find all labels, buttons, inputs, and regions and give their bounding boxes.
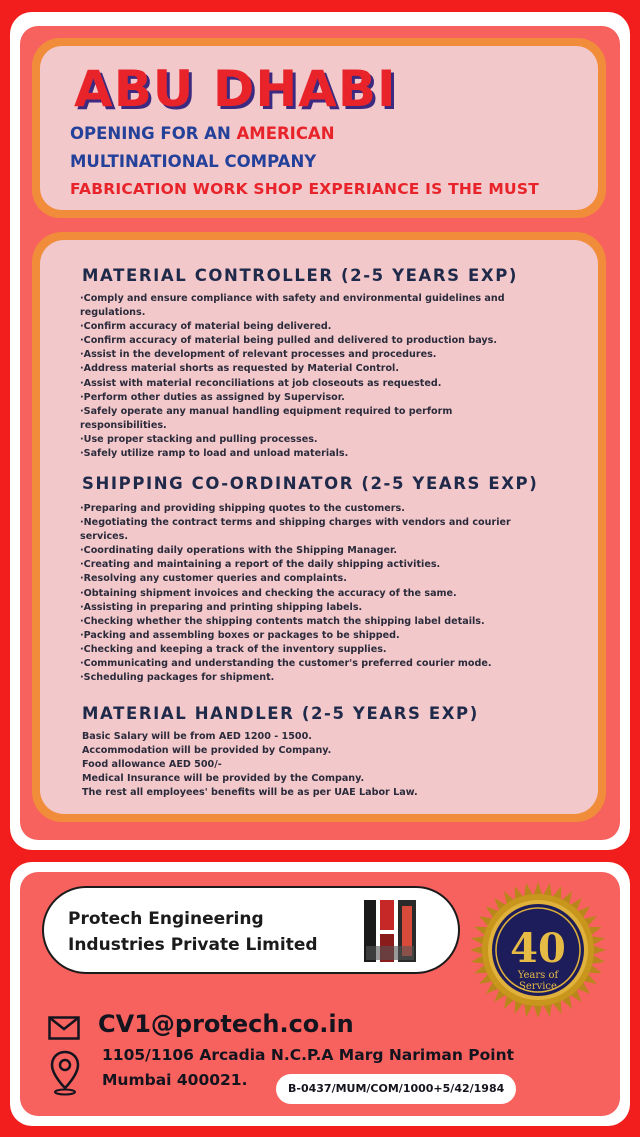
- list-item: · Address material shorts as requested by Material Control.: [80, 362, 520, 376]
- list-item: · Preparing and providing shipping quotes to the customers.: [80, 502, 520, 516]
- company-logo: [362, 896, 418, 966]
- email-address[interactable]: CV1@protech.co.in: [98, 1010, 354, 1038]
- requirement-text: FABRICATION WORK SHOP EXPERIANCE IS THE MUST: [70, 180, 539, 198]
- list-item: Basic Salary will be from AED 1200 - 1500.: [82, 731, 312, 742]
- seal-line1: Years of: [517, 970, 559, 981]
- opening-line2: MULTINATIONAL COMPANY: [70, 152, 317, 171]
- envelope-icon: [48, 1016, 80, 1040]
- list-item: · Confirm accuracy of material being delivered.: [80, 320, 520, 334]
- list-item: · Checking whether the shipping contents match the shipping label details.: [80, 615, 520, 629]
- list-item: · Assisting in preparing and printing shipping labels.: [80, 601, 520, 615]
- registration-number: B-0437/MUM/COM/1000+5/42/1984: [276, 1074, 516, 1104]
- anniversary-seal: [468, 880, 608, 1020]
- list-item: · Obtaining shipment invoices and checking the accuracy of the same.: [80, 587, 520, 601]
- job-details-inner: [40, 240, 598, 814]
- list-item: · Communicating and understanding the customer's preferred courier mode.: [80, 657, 520, 671]
- seal-number: 40: [510, 925, 566, 972]
- list-item: · Negotiating the contract terms and shipping charges with vendors and courier services.: [80, 516, 520, 544]
- list-item: · Assist in the development of relevant processes and procedures.: [80, 348, 520, 362]
- opening-highlight: AMERICAN: [236, 124, 335, 143]
- company-name-line2: Industries Private Limited: [68, 935, 318, 955]
- list-item: · Creating and maintaining a report of the daily shipping activities.: [80, 558, 520, 572]
- list-item: · Comply and ensure compliance with safety and environmental guidelines and regulations.: [80, 292, 520, 320]
- section-title-material-controller: MATERIAL CONTROLLER (2-5 YEARS EXP): [82, 266, 519, 285]
- shipping-coordinator-list: [80, 502, 520, 685]
- list-item: · Safely utilize ramp to load and unload materials.: [80, 447, 520, 461]
- section-title-material-handler: MATERIAL HANDLER (2-5 YEARS EXP): [82, 704, 479, 723]
- list-item: · Resolving any customer queries and complaints.: [80, 572, 520, 586]
- material-handler-list: [82, 730, 522, 800]
- list-item: Medical Insurance will be provided by the Company.: [82, 773, 365, 785]
- list-item: · Assist with material reconciliations at job closeouts as requested.: [80, 377, 520, 391]
- list-item: · Packing and assembling boxes or packages to be shipped.: [80, 629, 520, 643]
- location-pin-icon: [50, 1050, 80, 1096]
- company-name-line1: Protech Engineering: [68, 909, 264, 929]
- list-item: Accommodation will be provided by Company.: [82, 745, 332, 757]
- company-badge: [42, 886, 460, 974]
- list-item: · Coordinating daily operations with the Shipping Manager.: [80, 544, 520, 558]
- list-item: · Scheduling packages for shipment.: [80, 671, 520, 685]
- address-line2: Mumbai 400021.: [102, 1071, 248, 1089]
- list-item: · Use proper stacking and pulling processes.: [80, 433, 520, 447]
- seal-line2: Service: [519, 981, 557, 992]
- address-line1: 1105/1106 Arcadia N.C.P.A Marg Nariman Point: [102, 1046, 515, 1064]
- list-item: · Confirm accuracy of material being pulled and delivered to production bays.: [80, 334, 520, 348]
- opening-prefix: OPENING FOR AN: [70, 124, 237, 143]
- header-card: [32, 38, 606, 218]
- list-item: · Checking and keeping a track of the inventory supplies.: [80, 643, 520, 657]
- list-item: · Safely operate any manual handling equipment required to perform responsibilities.: [80, 405, 520, 433]
- opening-text: [70, 120, 335, 176]
- list-item: Food allowance AED 500/-: [82, 759, 222, 771]
- list-item: · Perform other duties as assigned by Supervisor.: [80, 391, 520, 405]
- page-title: ABU DHABI: [74, 60, 397, 118]
- job-details-card: [32, 232, 606, 822]
- company-name: [68, 906, 318, 958]
- material-controller-list: [80, 292, 520, 461]
- section-title-shipping-coordinator: SHIPPING CO-ORDINATOR (2-5 YEARS EXP): [82, 474, 539, 493]
- list-item: The rest all employees' benefits will be as per UAE Labor Law.: [82, 787, 418, 799]
- header-inner: [40, 46, 598, 210]
